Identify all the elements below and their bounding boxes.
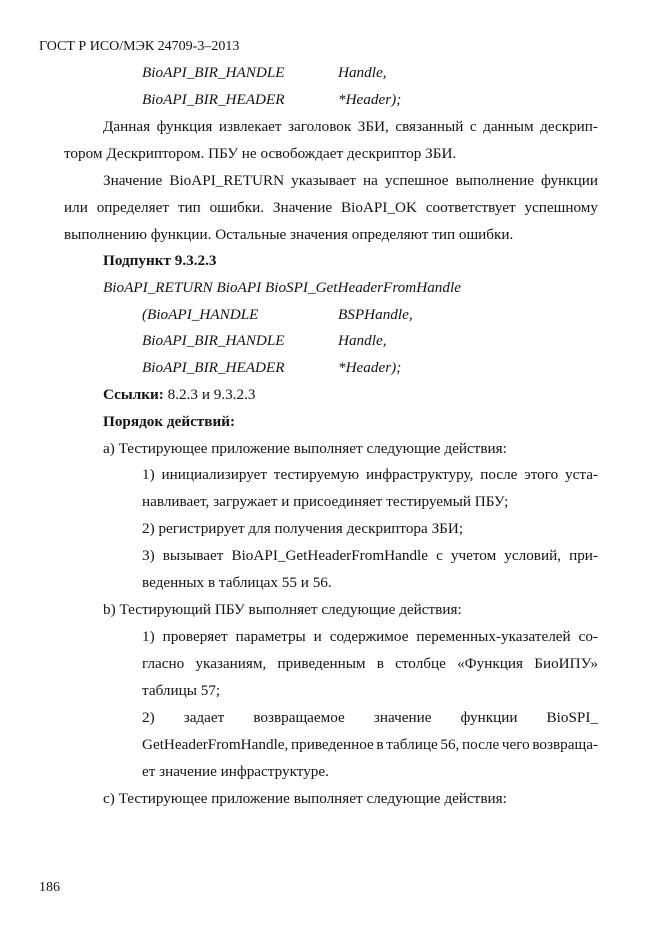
paragraph-line: тором Дескриптором. ПБУ не освобождает дескриптор ЗБИ. — [64, 145, 457, 162]
code-param: Handle, — [338, 332, 387, 349]
list-item: 1) инициализирует тестируемую инфраструктуру, после этого уста- — [142, 466, 598, 483]
references-value: 8.2.3 и 9.3.2.3 — [163, 386, 256, 403]
page-number: 186 — [39, 880, 60, 895]
list-item: GetHeaderFromHandle, приведенное в таблице 56, после чего возвраща- — [142, 736, 598, 753]
references — [103, 386, 256, 404]
code-type: BioAPI_BIR_HANDLE — [142, 332, 285, 349]
code-type: BioAPI_BIR_HANDLE — [142, 64, 285, 81]
procedure-heading: Порядок действий: — [103, 413, 236, 430]
step-c-title: c) Тестирующее приложение выполняет следующие действия: — [103, 790, 507, 807]
list-item: 1) проверяет параметры и содержимое переменных-указателей со- — [142, 628, 598, 645]
code-param: *Header); — [338, 359, 402, 376]
function-signature: BioAPI_RETURN BioAPI BioSPI_GetHeaderFromHandle — [103, 279, 461, 296]
paragraph-line: Значение BioAPI_RETURN указывает на успешное выполнение функции — [103, 172, 598, 189]
list-item: навливает, загружает и присоединяет тестируемый ПБУ; — [142, 493, 509, 510]
list-item: гласно указаниям, приведенным в столбце «Функция БиоИПУ» — [142, 655, 598, 672]
list-item: ет значение инфраструктуре. — [142, 763, 329, 780]
code-type: (BioAPI_HANDLE — [142, 306, 259, 323]
step-a-title: a) Тестирующее приложение выполняет следующие действия: — [103, 440, 507, 457]
code-param: BSPHandle, — [338, 306, 413, 323]
code-param: *Header); — [338, 91, 402, 108]
document-title: ГОСТ Р ИСО/МЭК 24709-3–2013 — [39, 39, 240, 54]
list-item: 2) задает возвращаемое значение функции BioSPI_ — [142, 709, 598, 726]
list-item: таблицы 57; — [142, 682, 221, 699]
code-param: Handle, — [338, 64, 387, 81]
list-item: веденных в таблицах 55 и 56. — [142, 574, 332, 591]
paragraph-line: или определяет тип ошибки. Значение BioAPI_OK соответствует успешному — [64, 199, 598, 216]
list-item: 3) вызывает BioAPI_GetHeaderFromHandle с учетом условий, при- — [142, 547, 598, 564]
references-label: Ссылки: — [103, 386, 164, 403]
paragraph-line: выполнению функции. Остальные значения определяют тип ошибки. — [64, 226, 514, 243]
step-b-title: b) Тестирующий ПБУ выполняет следующие действия: — [103, 601, 462, 618]
code-type: BioAPI_BIR_HEADER — [142, 91, 285, 108]
list-item: 2) регистрирует для получения дескриптора ЗБИ; — [142, 520, 464, 537]
subclause-heading: Подпункт 9.3.2.3 — [103, 252, 217, 269]
code-type: BioAPI_BIR_HEADER — [142, 359, 285, 376]
paragraph-line: Данная функция извлекает заголовок ЗБИ, связанный с данным дескрип- — [103, 118, 598, 135]
